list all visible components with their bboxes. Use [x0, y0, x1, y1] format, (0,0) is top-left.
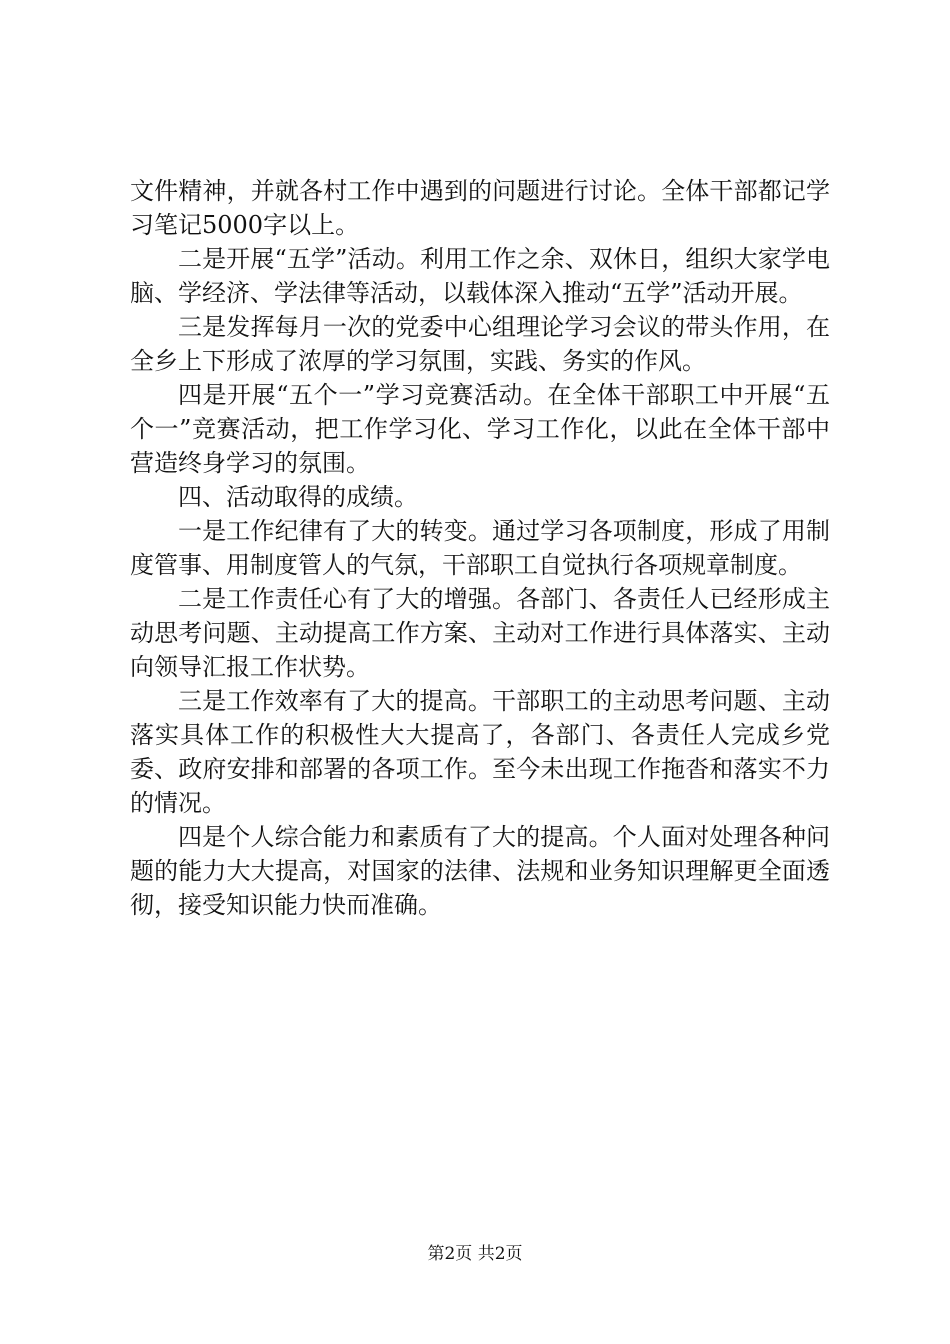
paragraph-9: 四是个人综合能力和素质有了大的提高。个人面对处理各种问题的能力大大提高，对国家的法律、法规和业务知识理解更全面透彻，接受知识能力快而准确。: [130, 823, 830, 919]
paragraph-7: 二是工作责任心有了大的增强。各部门、各责任人已经形成主动思考问题、主动提高工作方案、主动对工作进行具体落实、主动向领导汇报工作状势。: [130, 585, 830, 681]
paragraph-2: 二是开展“五学”活动。利用工作之余、双休日，组织大家学电脑、学经济、学法律等活动，以载体深入推动“五学”活动开展。: [130, 245, 830, 307]
document-body: [130, 174, 830, 922]
page-footer: 第2页 共2页: [427, 1244, 523, 1264]
section-heading-achievements: 四、活动取得的成绩。: [178, 483, 418, 511]
paragraph-1: 文件精神，并就各村工作中遇到的问题进行讨论。全体干部都记学习笔记5000字以上。: [130, 177, 830, 239]
paragraph-6: 一是工作纪律有了大的转变。通过学习各项制度，形成了用制度管事、用制度管人的气氛，干部职工自觉执行各项规章制度。: [130, 517, 830, 579]
paragraph-4: 四是开展“五个一”学习竞赛活动。在全体干部职工中开展“五个一”竞赛活动，把工作学习化、学习工作化，以此在全体干部中营造终身学习的氛围。: [130, 381, 830, 477]
paragraph-8: 三是工作效率有了大的提高。干部职工的主动思考问题、主动落实具体工作的积极性大大提高了，各部门、各责任人完成乡党委、政府安排和部署的各项工作。至今未出现工作拖沓和落实不力的情况。: [130, 687, 830, 817]
paragraph-3: 三是发挥每月一次的党委中心组理论学习会议的带头作用，在全乡上下形成了浓厚的学习氛围，实践、务实的作风。: [130, 313, 830, 375]
